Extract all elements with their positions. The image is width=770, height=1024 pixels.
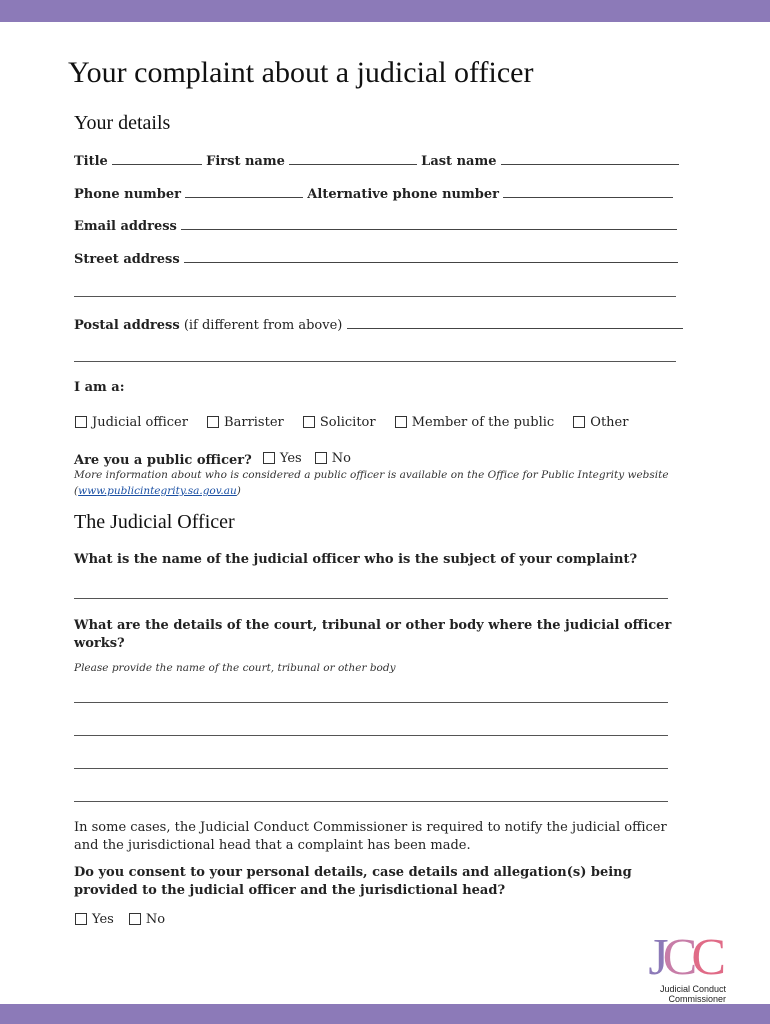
consent-yes[interactable]: Yes	[75, 912, 114, 927]
checkbox-icon[interactable]	[315, 452, 327, 464]
consent-paragraph: In some cases, the Judicial Conduct Commissioner is required to notify the judicial officer and the jurisdictional head that a complaint has been made.	[74, 820, 667, 853]
court-details-field-3[interactable]	[74, 768, 668, 769]
name-row	[74, 152, 679, 169]
public-officer-no[interactable]: No	[315, 451, 351, 466]
judicial-officer-heading: The Judicial Officer	[74, 511, 235, 533]
phone-field[interactable]	[185, 185, 303, 198]
email-field[interactable]	[181, 217, 677, 230]
title-label: Title	[74, 154, 108, 169]
logo-letter-c1: C	[662, 929, 692, 986]
email-label: Email address	[74, 219, 177, 234]
postal-field-line-2[interactable]	[74, 361, 676, 362]
role-option-barrister[interactable]: Barrister	[207, 415, 284, 430]
checkbox-icon[interactable]	[75, 416, 87, 428]
postal-field[interactable]	[347, 316, 683, 329]
public-officer-note: More information about who is considered a public officer is available on the Office for Public Integrity website (www.publicintegrity.sa.gov.au)	[74, 469, 669, 497]
page-title: Your complaint about a judicial officer	[68, 56, 534, 89]
logo-letter-j: J	[648, 929, 663, 986]
officer-name-question: What is the name of the judicial officer who is the subject of your complaint?	[74, 552, 638, 567]
email-row	[74, 217, 677, 234]
phone-label: Phone number	[74, 187, 182, 202]
court-details-field-2[interactable]	[74, 735, 668, 736]
phone-row	[74, 185, 673, 202]
consent-no[interactable]: No	[129, 912, 165, 927]
role-option-judicial-officer[interactable]: Judicial officer	[75, 415, 188, 430]
court-details-field-1[interactable]	[74, 702, 668, 703]
street-field-line-2[interactable]	[74, 296, 676, 297]
checkbox-icon[interactable]	[129, 913, 141, 925]
last-name-label: Last name	[421, 154, 497, 169]
postal-hint: (if different from above)	[183, 318, 343, 333]
i-am-label: I am a:	[74, 380, 125, 395]
checkbox-icon[interactable]	[395, 416, 407, 428]
public-officer-question: Are you a public officer?	[74, 453, 252, 468]
role-option-other[interactable]: Other	[573, 415, 628, 430]
alt-phone-label: Alternative phone number	[307, 187, 499, 202]
postal-row	[74, 316, 683, 333]
role-option-solicitor[interactable]: Solicitor	[303, 415, 376, 430]
checkbox-icon[interactable]	[207, 416, 219, 428]
logo-line-2: Commissioner	[668, 994, 726, 1004]
checkbox-icon[interactable]	[75, 913, 87, 925]
street-row	[74, 250, 678, 267]
role-options	[75, 413, 642, 432]
first-name-label: First name	[206, 154, 285, 169]
street-field[interactable]	[184, 250, 678, 263]
checkbox-icon[interactable]	[303, 416, 315, 428]
logo-line-1: Judicial Conduct	[659, 984, 726, 994]
consent-options	[75, 910, 179, 929]
court-details-field-4[interactable]	[74, 801, 668, 802]
checkbox-icon[interactable]	[573, 416, 585, 428]
logo-letter-c2: C	[691, 929, 720, 986]
first-name-field[interactable]	[289, 152, 417, 165]
top-accent-bar	[0, 0, 770, 22]
public-officer-yes[interactable]: Yes	[263, 451, 302, 466]
public-integrity-link[interactable]: www.publicintegrity.sa.gov.au	[78, 485, 237, 497]
your-details-heading: Your details	[74, 112, 171, 134]
court-details-hint: Please provide the name of the court, tribunal or other body	[74, 662, 396, 674]
officer-name-field[interactable]	[74, 598, 668, 599]
last-name-field[interactable]	[501, 152, 679, 165]
title-field[interactable]	[112, 152, 202, 165]
public-officer-row	[74, 449, 365, 468]
role-option-member-of-public[interactable]: Member of the public	[395, 415, 555, 430]
street-label: Street address	[74, 252, 180, 267]
bottom-accent-bar	[0, 1004, 770, 1024]
court-details-question: What are the details of the court, tribunal or other body where the judicial officer works?	[74, 618, 672, 651]
consent-question: Do you consent to your personal details, case details and allegation(s) being provided to the judicial officer and the jurisdictional head?	[74, 865, 632, 898]
alt-phone-field[interactable]	[503, 185, 673, 198]
postal-label: Postal address	[74, 318, 180, 333]
jcc-logo	[636, 929, 726, 1004]
checkbox-icon[interactable]	[263, 452, 275, 464]
